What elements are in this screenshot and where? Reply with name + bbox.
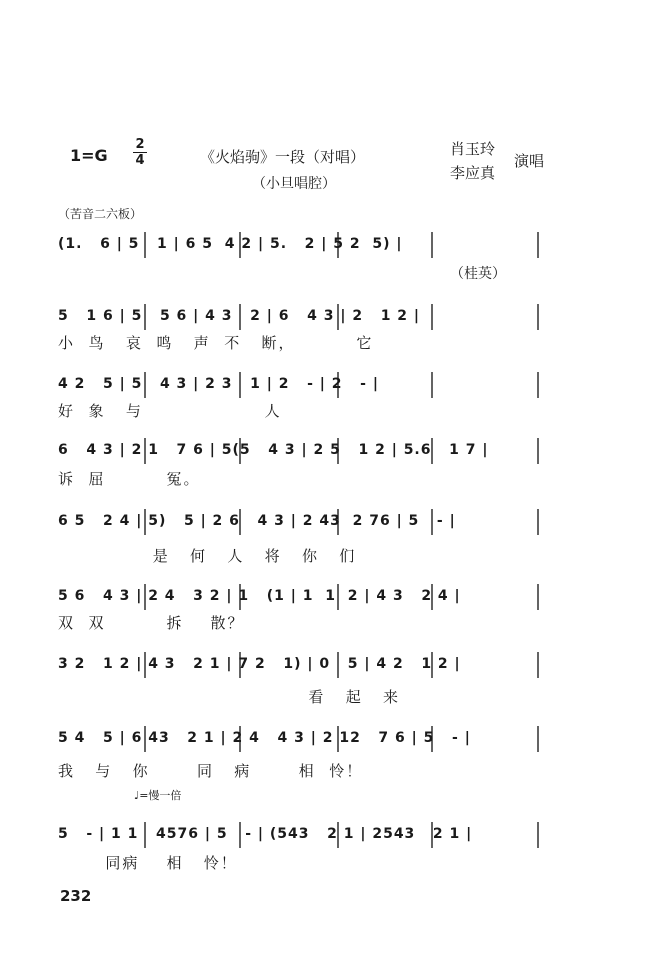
staff-9-lyrics: 同病 相 怜！	[58, 854, 238, 872]
staff-3-notes: 4 2 5 | 5 4 3 | 2 3 1 | 2 - | 2 - |	[58, 376, 379, 392]
time-signature	[133, 138, 147, 167]
staff-2-notes: 5 1 6 | 5 5 6 | 4 3 2 | 6 4 3 | 2 1 2 |	[58, 308, 421, 324]
staff-5-notes: 6 5 2 4 | 5) 5 | 2 6 4 3 | 2 43 2 76 | 5 - |	[58, 513, 456, 529]
staff-1-notes: (1. 6 | 5 1 | 6 5 4 2 | 5. 2 | 5 2 5) |	[58, 236, 403, 252]
staff-7-lyrics: 看 起 来	[58, 688, 401, 706]
staff-7-notes: 3 2 1 2 | 4 3 2 1 | 7 2 1) | 0 5 | 4 2 1 2 |	[58, 656, 461, 672]
staff-6-notes: 5 6 4 3 | 2 4 3 2 | 1 (1 | 1 1 2 | 4 3 2 4 |	[58, 588, 461, 604]
tempo-marking: ♩=慢一倍	[134, 789, 182, 802]
mode-label: （苦音二六板）	[58, 207, 143, 221]
performer-role: 演唱	[514, 152, 545, 170]
performer-1: 肖玉玲	[450, 140, 496, 158]
time-signature-top: 2	[135, 137, 145, 152]
staff-4-notes: 6 4 3 | 2 1 7 6 | 5(5 4 3 | 2 5 1 2 | 5.6 1 7 |	[58, 442, 489, 458]
staff-4-lyrics: 诉 屈 冤。	[58, 470, 201, 488]
page-number: 232	[60, 887, 92, 905]
staff-9-notes: 5 - | 1 1 4576 | 5 - | (543 2 1 | 2543 2 1 |	[58, 826, 473, 842]
time-signature-bottom: 4	[135, 153, 145, 168]
staff-8-notes: 5 4 5 | 6 43 2 1 | 2 4 4 3 | 2 12 7 6 | 5 - |	[58, 730, 471, 746]
key-signature: 1=G	[70, 146, 108, 165]
role-label: （桂英）	[450, 266, 506, 282]
song-title: 《火焰驹》一段（对唱）	[200, 148, 366, 166]
staff-2-lyrics: 小 鸟 哀 鸣 声 不 断， 它	[58, 334, 374, 352]
staff-5-lyrics: 是 何 人 将 你 们	[58, 547, 357, 565]
staff-8-lyrics: 我 与 你 同 病 相 怜！	[58, 762, 364, 780]
song-subtitle: （小旦唱腔）	[252, 176, 336, 192]
staff-6-lyrics: 双 双 拆 散？	[58, 614, 245, 632]
staff-3-lyrics: 好 象 与 人	[58, 402, 282, 420]
performer-2: 李应真	[450, 164, 496, 182]
